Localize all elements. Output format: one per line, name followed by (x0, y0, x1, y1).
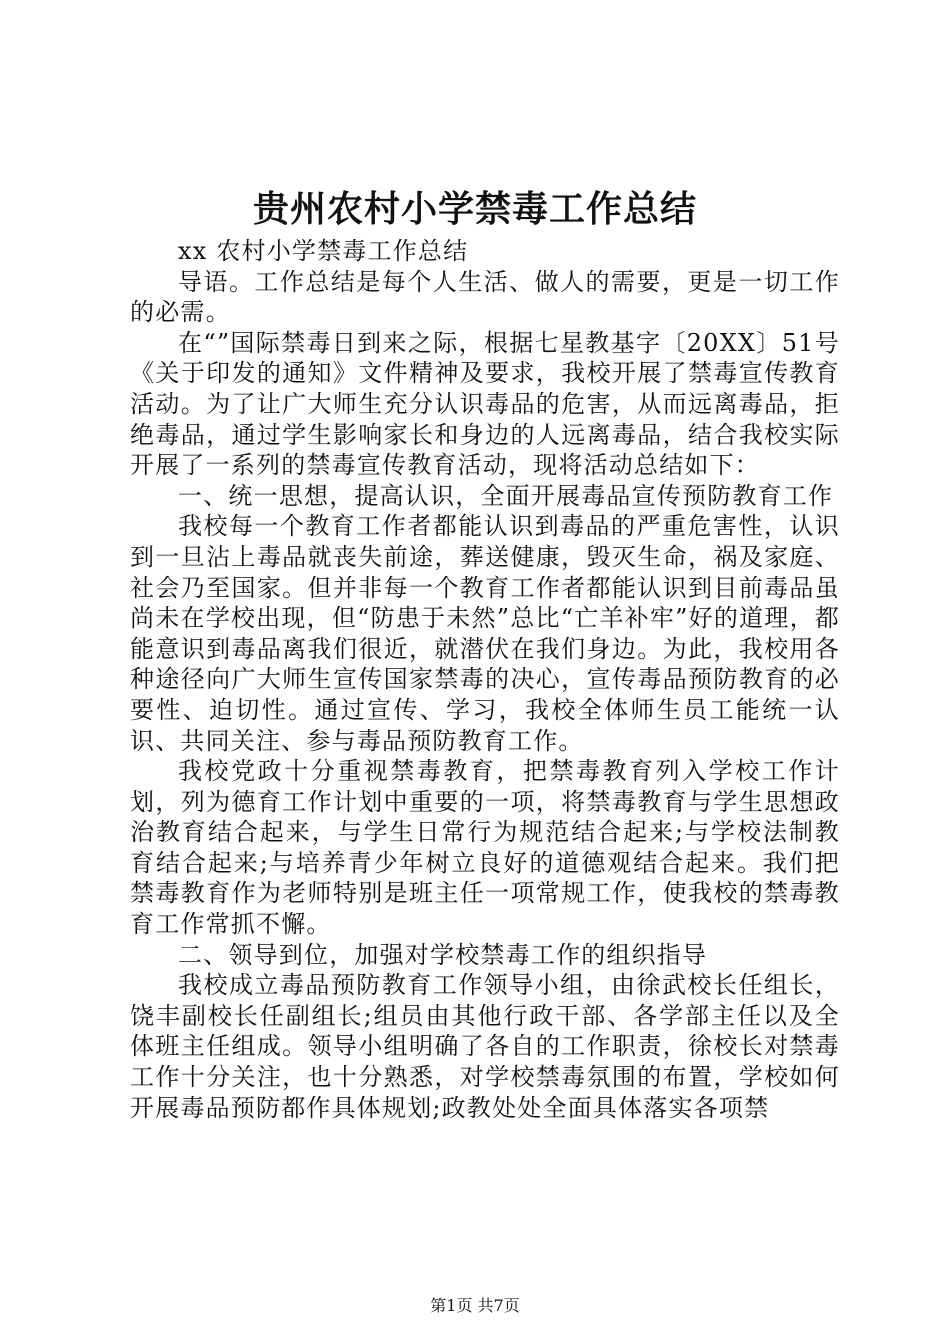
section-heading: 一、统一思想，提高认识，全面开展毒品宣传预防教育工作 (178, 481, 834, 510)
paragraph: 我校每一个教育工作者都能认识到毒品的严重危害性，认识到一旦沾上毒品就丧失前途，葬送健康，毁灭生命，祸及家庭、社会乃至国家。但并非每一个教育工作者都能认识到目前毒品虽尚未在学校出现，但“防患于未然”总比“亡羊补牢”好的道理，都能意识到毒品离我们很近，就潜伏在我们身边。为此，我校用各种途径向广大师生宣传国家禁毒的决心，宣传毒品预防教育的必要性、迫切性。通过宣传、学习，我校全体师生员工能统一认识、共同关注、参与毒品预防教育工作。 (130, 512, 840, 755)
paragraph: 在“”国际禁毒日到来之际，根据七星教基字〔20XX〕51号《关于印发的通知》文件精神及要求，我校开展了禁毒宣传教育活动。为了让广大师生充分认识毒品的危害，从而远离毒品，拒绝毒品，通过学生影响家长和身边的人远离毒品，结合我校实际开展了一系列的禁毒宣传教育活动，现将活动总结如下： (130, 328, 840, 480)
paragraph: 我校成立毒品预防教育工作领导小组，由徐武校长任组长，饶丰副校长任副组长;组员由其他行政干部、各学部主任以及全体班主任组成。领导小组明确了各自的工作职责，徐校长对禁毒工作十分关注，也十分熟悉，对学校禁毒氛围的布置，学校如何开展毒品预防都作具体规划;政教处处全面具体落实各项禁 (130, 971, 840, 1122)
page-footer: 第1页 共7页 (430, 1296, 520, 1315)
paragraph: 我校党政十分重视禁毒教育，把禁毒教育列入学校工作计划，列为德育工作计划中重要的一项，将禁毒教育与学生思想政治教育结合起来，与学生日常行为规范结合起来;与学校法制教育结合起来;与培养青少年树立良好的道德观结合起来。我们把禁毒教育作为老师特别是班主任一项常规工作，使我校的禁毒教育工作常抓不懈。 (130, 757, 840, 939)
document-title: 贵州农村小学禁毒工作总结 (252, 189, 697, 230)
paragraph: 导语。工作总结是每个人生活、做人的需要，更是一切工作的必需。 (130, 267, 840, 327)
section-heading: 二、领导到位，加强对学校禁毒工作的组织指导 (178, 940, 708, 969)
document-body (130, 236, 840, 1123)
subtitle-paragraph: xx 农村小学禁毒工作总结 (178, 237, 469, 265)
